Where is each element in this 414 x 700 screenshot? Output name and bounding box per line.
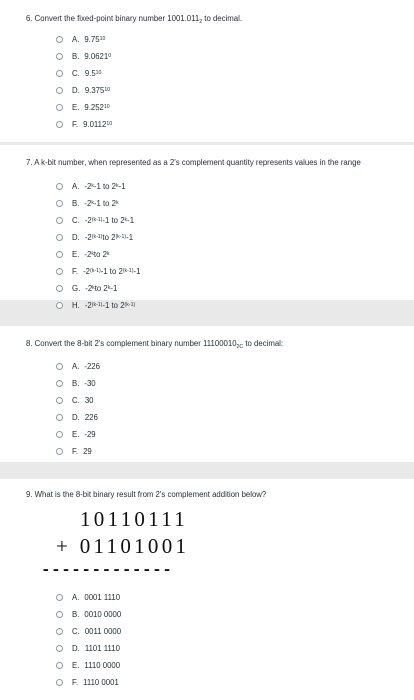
- option-b[interactable]: B. -2 k -1 to 2 k: [56, 197, 119, 209]
- option-a[interactable]: A. -226: [56, 360, 100, 372]
- addition-operand-1: 10110111: [80, 507, 189, 531]
- radio-button[interactable]: [56, 251, 63, 258]
- radio-button[interactable]: [56, 87, 63, 94]
- radio-button[interactable]: [56, 234, 63, 241]
- option-g[interactable]: G. -2 k to 2 k -1: [56, 282, 117, 294]
- option-c[interactable]: C. 30: [56, 394, 94, 406]
- option-b[interactable]: B. 0010 0000: [56, 608, 121, 620]
- option-e[interactable]: E. 9.252 10: [56, 101, 110, 113]
- question-card-9: [0, 479, 414, 700]
- radio-button[interactable]: [56, 363, 63, 370]
- question-card-7: [0, 145, 414, 310]
- option-f[interactable]: F. 9.0112 10: [56, 118, 112, 130]
- radio-button[interactable]: [56, 594, 63, 601]
- radio-button[interactable]: [56, 104, 63, 111]
- radio-button[interactable]: [56, 380, 63, 387]
- question-card-6: [0, 0, 414, 142]
- option-e[interactable]: E. -29: [56, 428, 96, 440]
- option-e[interactable]: E. -2 k to 2 k: [56, 248, 110, 260]
- radio-button[interactable]: [56, 200, 63, 207]
- option-e[interactable]: E. 1110 0000: [56, 659, 120, 671]
- option-d[interactable]: D. 1101 1110: [56, 642, 120, 654]
- radio-button[interactable]: [56, 397, 63, 404]
- option-d[interactable]: D. 9.375 10: [56, 84, 110, 96]
- question-card-8: [0, 326, 414, 462]
- option-c[interactable]: C. 0011 0000: [56, 625, 121, 637]
- option-d[interactable]: D. -2 (k-1) to 2 (k-1) -1: [56, 231, 133, 243]
- radio-button[interactable]: [56, 183, 63, 190]
- radio-button[interactable]: [56, 448, 63, 455]
- question-text: 9. What is the 8-bit binary result from 2's complement addition below?: [26, 490, 267, 499]
- addition-rule: -------------: [41, 561, 173, 579]
- option-f[interactable]: F. 29: [56, 445, 92, 457]
- radio-button[interactable]: [56, 121, 63, 128]
- radio-button[interactable]: [56, 628, 63, 635]
- radio-button[interactable]: [56, 285, 63, 292]
- radio-button[interactable]: [56, 53, 63, 60]
- option-a[interactable]: A. 9.75 10: [56, 33, 105, 45]
- option-b[interactable]: B. 9.0621 0: [56, 50, 111, 62]
- radio-button[interactable]: [56, 645, 63, 652]
- radio-button[interactable]: [56, 431, 63, 438]
- option-c[interactable]: C. 9.5 10: [56, 67, 101, 79]
- question-text: 7. A k-bit number, when represented as a 2's complement quantity represents values in the range: [26, 158, 361, 167]
- question-text: 8. Convert the 8-bit 2's complement binary number $11100010_{2C}$ to decimal:: [26, 339, 284, 350]
- option-a[interactable]: A. -2 k -1 to 2 k -1: [56, 180, 126, 192]
- option-h[interactable]: H. -2 (k-1) -1 to 2 (k-1): [56, 299, 135, 311]
- option-f[interactable]: F. -2 (k-1) -1 to 2 (k-1) -1: [56, 265, 140, 277]
- addition-operand-2: + 01101001: [56, 534, 190, 558]
- radio-button[interactable]: [56, 268, 63, 275]
- radio-button[interactable]: [56, 414, 63, 421]
- option-f[interactable]: F. 1110 0001: [56, 676, 119, 688]
- radio-button[interactable]: [56, 36, 63, 43]
- option-b[interactable]: B. -30: [56, 377, 96, 389]
- radio-button[interactable]: [56, 611, 63, 618]
- option-d[interactable]: D. 226: [56, 411, 98, 423]
- radio-button[interactable]: [56, 302, 63, 309]
- question-text: 6. Convert the fixed-point binary number $1001.011_2$ to decimal.: [26, 14, 242, 25]
- radio-button[interactable]: [56, 70, 63, 77]
- radio-button[interactable]: [56, 662, 63, 669]
- option-a[interactable]: A. 0001 1110: [56, 591, 120, 603]
- radio-button[interactable]: [56, 679, 63, 686]
- option-c[interactable]: C. -2 (k-1) -1 to 2 k -1: [56, 214, 134, 226]
- radio-button[interactable]: [56, 217, 63, 224]
